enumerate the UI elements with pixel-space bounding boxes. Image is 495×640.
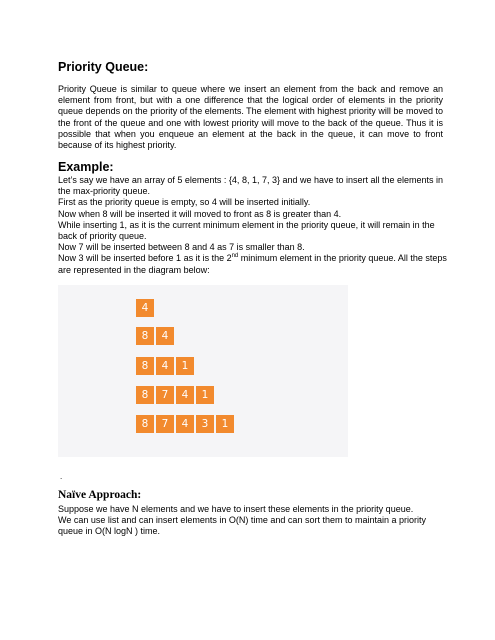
example-line: While inserting 1, as it is the current minimum element in the priority queue, it will remain in the back of priority queue.: [58, 219, 435, 242]
queue-cell: 1: [196, 386, 214, 404]
queue-cell: 4: [176, 386, 194, 404]
queue-cell: 1: [176, 357, 194, 375]
example-line-part: minimum element in the priority queue. All the steps are represented in the diagram below:: [58, 253, 447, 275]
queue-cell: 4: [176, 415, 194, 433]
example-line: First as the priority queue is empty, so 4 will be inserted initially.: [58, 197, 311, 208]
queue-cell: 7: [156, 415, 174, 433]
example-line: Let’s say we have an array of 5 elements : {4, 8, 1, 7, 3} and we have to insert all the elements in the max-priority queue.: [58, 175, 444, 197]
example-text: [58, 175, 448, 276]
stray-period: .: [60, 472, 63, 481]
example-line-part: Now 3 will be inserted before 1 as it is the 2: [58, 253, 232, 264]
queue-cell: 3: [196, 415, 214, 433]
example-line: Now 7 will be inserted between 8 and 4 as 7 is smaller than 8.: [58, 242, 305, 253]
queue-step-row: [136, 415, 234, 433]
queue-step-row: [136, 386, 214, 404]
queue-step-row: [136, 299, 154, 317]
queue-cell: 4: [156, 327, 174, 345]
naive-approach-body: Suppose we have N elements and we have to insert these elements in the priority queue. We can use list and can insert elements in O(N) time and can sort them to maintain a priority queue in O(N logN ) time.: [58, 504, 426, 537]
queue-step-row: [136, 357, 194, 375]
queue-cell: 1: [216, 415, 234, 433]
priority-queue-diagram: [58, 285, 348, 457]
example-heading: Example:: [58, 160, 114, 174]
ordinal-superscript: nd: [231, 253, 239, 260]
queue-cell: 8: [136, 415, 154, 433]
queue-cell: 8: [136, 386, 154, 404]
naive-approach-heading: Naïve Approach:: [58, 489, 142, 501]
example-line-ordinal: [58, 253, 448, 275]
priority-queue-heading: Priority Queue:: [58, 60, 149, 74]
example-line: Now when 8 will be inserted it will moved to front as 8 is greater than 4.: [58, 208, 342, 219]
queue-cell: 4: [136, 299, 154, 317]
queue-step-row: [136, 327, 174, 345]
priority-queue-intro: Priority Queue is similar to queue where we insert an element from the back and remove an element from front, but with a one difference that the logical order of elements in the priority queue depends on the priority of the elements. The element with highest priority will be moved to the front of the queue and one with lowest priority will move to the back of the queue. Thus it is possible that when you enqueue an element at the back in the queue, it can move to front because of its highest priority.: [58, 84, 443, 151]
queue-cell: 4: [156, 357, 174, 375]
queue-cell: 7: [156, 386, 174, 404]
queue-cell: 8: [136, 327, 154, 345]
queue-cell: 8: [136, 357, 154, 375]
